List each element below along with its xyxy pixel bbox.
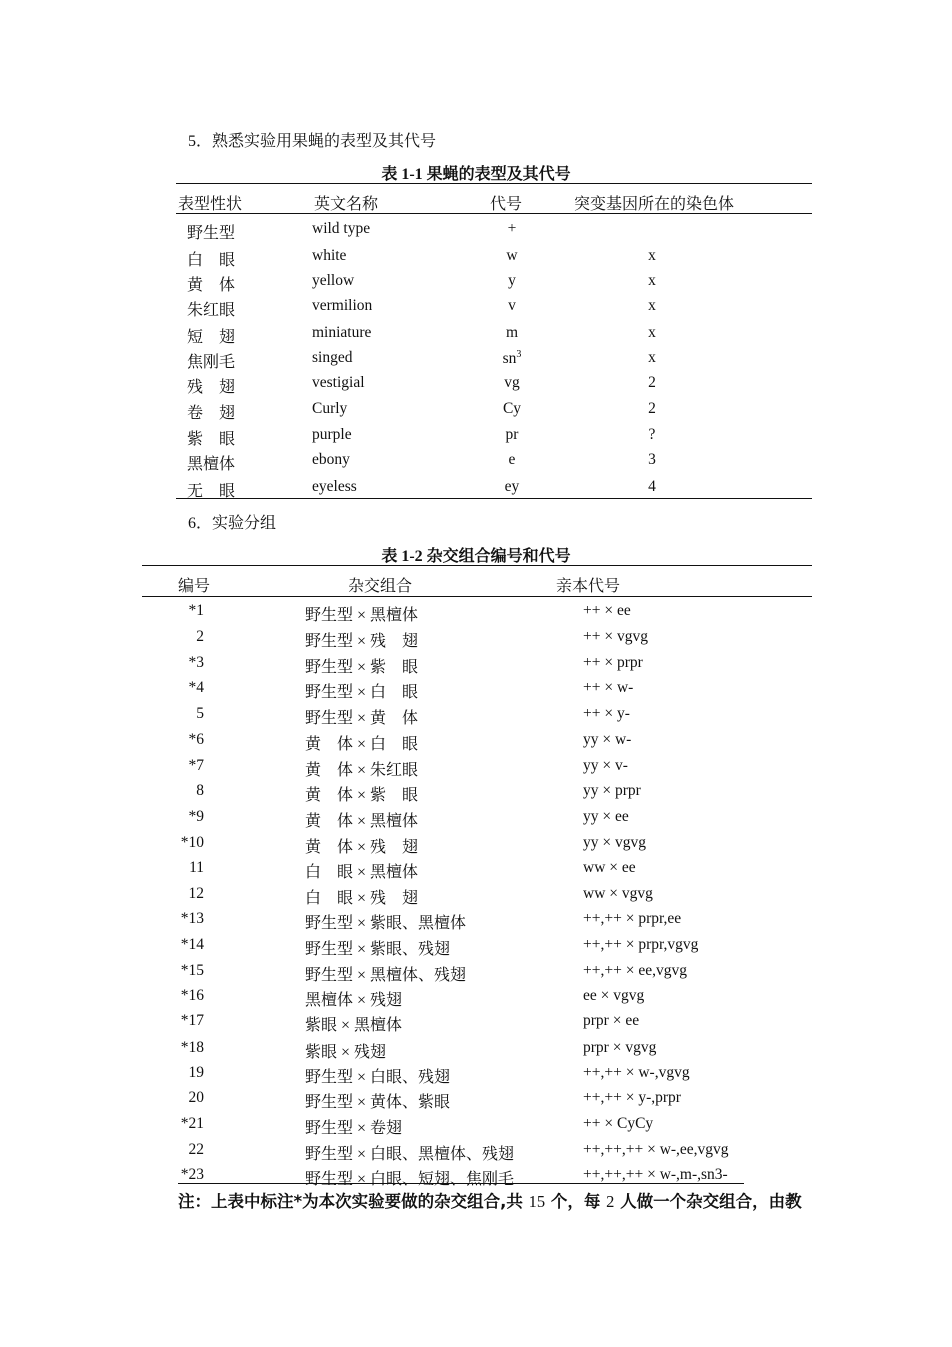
- table2-cross: 黄 体 × 残 翅: [305, 839, 419, 856]
- table2-cross: 野生型 × 白眼、残翅: [305, 1069, 451, 1086]
- table2-number: 20: [188, 1089, 204, 1106]
- table1-chromosome: x: [648, 272, 656, 289]
- table1-chromosome: x: [648, 297, 656, 314]
- table1-code: [482, 400, 542, 418]
- table1-english-name: Curly: [312, 400, 348, 417]
- table2-parents: ++ × w-: [583, 679, 634, 696]
- table1-header-rule: [176, 213, 812, 214]
- table1-english-name: ebony: [312, 451, 350, 468]
- table2-parents: yy × v-: [583, 757, 628, 774]
- footnote-people: 2: [606, 1192, 615, 1211]
- table1-code-text: ey: [504, 478, 520, 495]
- table2-parents: ++,++,++ × w-,ee,vgvg: [583, 1141, 729, 1158]
- table1-code-text: e: [508, 451, 516, 468]
- table2-bottom-rule: [178, 1183, 744, 1184]
- table2-parents: ++,++ × y-,prpr: [583, 1089, 681, 1106]
- table1-trait: 黑檀体: [187, 456, 236, 473]
- table2-parents: ++ × prpr: [583, 654, 643, 671]
- table2-cross: 野生型 × 紫 眼: [305, 659, 419, 676]
- table2-parents: ++ × CyCy: [583, 1115, 654, 1132]
- table2-number: *6: [188, 731, 204, 748]
- table2-number: 12: [188, 885, 204, 902]
- table2-number: 11: [189, 859, 204, 876]
- table2-parents: ++,++ × prpr,vgvg: [583, 936, 699, 953]
- table1-chromosome: x: [648, 349, 656, 366]
- table1-code: [482, 324, 542, 342]
- table2-parents: ww × vgvg: [583, 885, 653, 902]
- footnote-text-3: 人做一个杂交组合，由教: [614, 1192, 802, 1211]
- table2-parents: ++ × vgvg: [583, 628, 648, 645]
- table2-top-rule: [142, 565, 812, 566]
- table1-header-cell: 突变基因所在的染色体: [574, 196, 735, 213]
- table2-number: *7: [188, 757, 204, 774]
- table2-cross: 野生型 × 黄体、紫眼: [305, 1094, 451, 1111]
- table1-code-text: +: [507, 220, 517, 237]
- table2-number: 8: [196, 782, 204, 799]
- table2-parents: ++,++,++ × w-,m-,sn3-: [583, 1166, 728, 1183]
- table2-parents: yy × w-: [583, 731, 632, 748]
- table1-trait: 朱红眼: [187, 302, 236, 319]
- table1-code: [482, 374, 542, 392]
- table1-trait: 焦刚毛: [187, 354, 236, 371]
- table2-number: *1: [188, 602, 204, 619]
- table2-number: *13: [180, 910, 204, 927]
- table1-english-name: purple: [312, 426, 352, 443]
- table2-cross: 野生型 × 黄 体: [305, 710, 419, 727]
- table1-trait: 野生型: [187, 225, 236, 242]
- table2-cross: 野生型 × 紫眼、黑檀体: [305, 915, 467, 932]
- table2-parents: ++ × ee: [583, 602, 631, 619]
- table1-code-text: m: [505, 324, 519, 341]
- table1-chromosome: ?: [648, 426, 656, 443]
- table1-code: [482, 426, 542, 444]
- table2-number: *16: [180, 987, 204, 1004]
- table1-code: [482, 220, 542, 238]
- footnote-count: 15: [528, 1192, 546, 1211]
- table2-header-cell: 编号: [178, 578, 211, 595]
- footnote: [178, 1188, 802, 1212]
- table1-code: [482, 349, 542, 368]
- table2-header-rule: [142, 596, 812, 597]
- table1-chromosome: 4: [648, 478, 656, 495]
- table1-english-name: vermilion: [312, 297, 373, 314]
- table2-header-cell: 亲本代号: [556, 578, 621, 595]
- table2-cross: 黄 体 × 黑檀体: [305, 813, 419, 830]
- table2-parents: ee × vgvg: [583, 987, 645, 1004]
- section-heading-5: 5．熟悉实验用果蝇的表型及其代号: [188, 133, 437, 150]
- table1-trait: 残 翅: [187, 379, 236, 396]
- table1-caption: 表 1-1 果蝇的表型及其代号: [381, 166, 571, 183]
- table1-trait: 卷 翅: [187, 405, 236, 422]
- table2-parents: ww × ee: [583, 859, 636, 876]
- table2-parents: ++ × y-: [583, 705, 630, 722]
- table2-cross: 紫眼 × 黑檀体: [305, 1017, 403, 1034]
- table2-number: 2: [196, 628, 204, 645]
- table2-cross: 野生型 × 残 翅: [305, 633, 419, 650]
- table2-cross: 野生型 × 白 眼: [305, 684, 419, 701]
- table1-english-name: eyeless: [312, 478, 357, 495]
- table1-code-superscript: 3: [516, 349, 522, 360]
- footnote-text-1: 注：上表中标注*为本次实验要做的杂交组合,共: [178, 1192, 529, 1211]
- table2-number: *14: [180, 936, 204, 953]
- table2-parents: ++,++ × ee,vgvg: [583, 962, 687, 979]
- table2-parents: yy × ee: [583, 808, 629, 825]
- table2-number: *18: [180, 1039, 204, 1056]
- table2-number: 5: [196, 705, 204, 722]
- table1-code-text: sn: [502, 350, 517, 368]
- table1-top-rule: [176, 183, 812, 184]
- table1-code-text: v: [508, 297, 516, 314]
- table2-number: *9: [188, 808, 204, 825]
- table1-code-text: Cy: [502, 400, 522, 417]
- table2-number: *4: [188, 679, 204, 696]
- table1-chromosome: x: [648, 324, 656, 341]
- table2-cross: 野生型 × 白眼、短翅、焦刚毛: [305, 1171, 515, 1188]
- table2-header-cell: 杂交组合: [348, 578, 413, 595]
- table1-code: [482, 451, 542, 469]
- table2-number: *21: [180, 1115, 204, 1132]
- table2-parents: yy × prpr: [583, 782, 641, 799]
- table2-cross: 紫眼 × 残翅: [305, 1044, 387, 1061]
- table1-header-cell: 表型性状: [178, 196, 243, 213]
- table1-header-cell: 代号: [490, 196, 523, 213]
- table1-code: [482, 247, 542, 265]
- table2-number: *3: [188, 654, 204, 671]
- table2-parents: ++,++ × prpr,ee: [583, 910, 682, 927]
- table2-cross: 黑檀体 × 残翅: [305, 992, 403, 1009]
- table1-trait: 无 眼: [187, 483, 236, 500]
- table2-cross: 白 眼 × 黑檀体: [305, 864, 419, 881]
- table1-code: [482, 297, 542, 315]
- table1-trait: 白 眼: [187, 252, 236, 269]
- table2-cross: 野生型 × 黑檀体、残翅: [305, 967, 467, 984]
- table2-cross: 白 眼 × 残 翅: [305, 890, 419, 907]
- table2-cross: 黄 体 × 紫 眼: [305, 787, 419, 804]
- section-heading-6: 6．实验分组: [188, 515, 277, 532]
- table2-number: *10: [180, 834, 204, 851]
- table1-english-name: yellow: [312, 272, 355, 289]
- table1-trait: 短 翅: [187, 329, 236, 346]
- table1-chromosome: 3: [648, 451, 656, 468]
- table1-header-cell: 英文名称: [314, 196, 379, 213]
- table2-number: 19: [188, 1064, 204, 1081]
- table1-english-name: vestigial: [312, 374, 365, 391]
- table2-number: *15: [180, 962, 204, 979]
- table1-code: [482, 478, 542, 496]
- table2-parents: prpr × ee: [583, 1012, 640, 1029]
- table1-english-name: miniature: [312, 324, 372, 341]
- table1-code-text: vg: [504, 374, 520, 391]
- table1-english-name: wild type: [312, 220, 371, 237]
- table1-trait: 黄 体: [187, 277, 236, 294]
- table1-bottom-rule: [176, 498, 812, 499]
- table2-cross: 黄 体 × 朱红眼: [305, 762, 419, 779]
- table1-chromosome: x: [648, 247, 656, 264]
- table1-code: [482, 272, 542, 290]
- table2-parents: ++,++ × w-,vgvg: [583, 1064, 690, 1081]
- table2-parents: prpr × vgvg: [583, 1039, 657, 1056]
- table2-number: *17: [180, 1012, 204, 1029]
- table1-code-text: w: [506, 247, 518, 264]
- table2-cross: 野生型 × 紫眼、残翅: [305, 941, 451, 958]
- table1-chromosome: 2: [648, 400, 656, 417]
- footnote-text-2: 个，每: [545, 1192, 607, 1211]
- table1-code-text: pr: [505, 426, 519, 443]
- table1-trait: 紫 眼: [187, 431, 236, 448]
- table2-cross: 黄 体 × 白 眼: [305, 736, 419, 753]
- table2-cross: 野生型 × 白眼、黑檀体、残翅: [305, 1146, 515, 1163]
- table1-code-text: y: [508, 272, 516, 289]
- table1-english-name: white: [312, 247, 347, 264]
- table2-cross: 野生型 × 黑檀体: [305, 607, 419, 624]
- table2-number: 22: [188, 1141, 204, 1158]
- table2-caption: 表 1-2 杂交组合编号和代号: [381, 548, 571, 565]
- table2-cross: 野生型 × 卷翅: [305, 1120, 403, 1137]
- table2-parents: yy × vgvg: [583, 834, 646, 851]
- table1-chromosome: 2: [648, 374, 656, 391]
- table2-number: *23: [180, 1166, 204, 1183]
- table1-english-name: singed: [312, 349, 353, 366]
